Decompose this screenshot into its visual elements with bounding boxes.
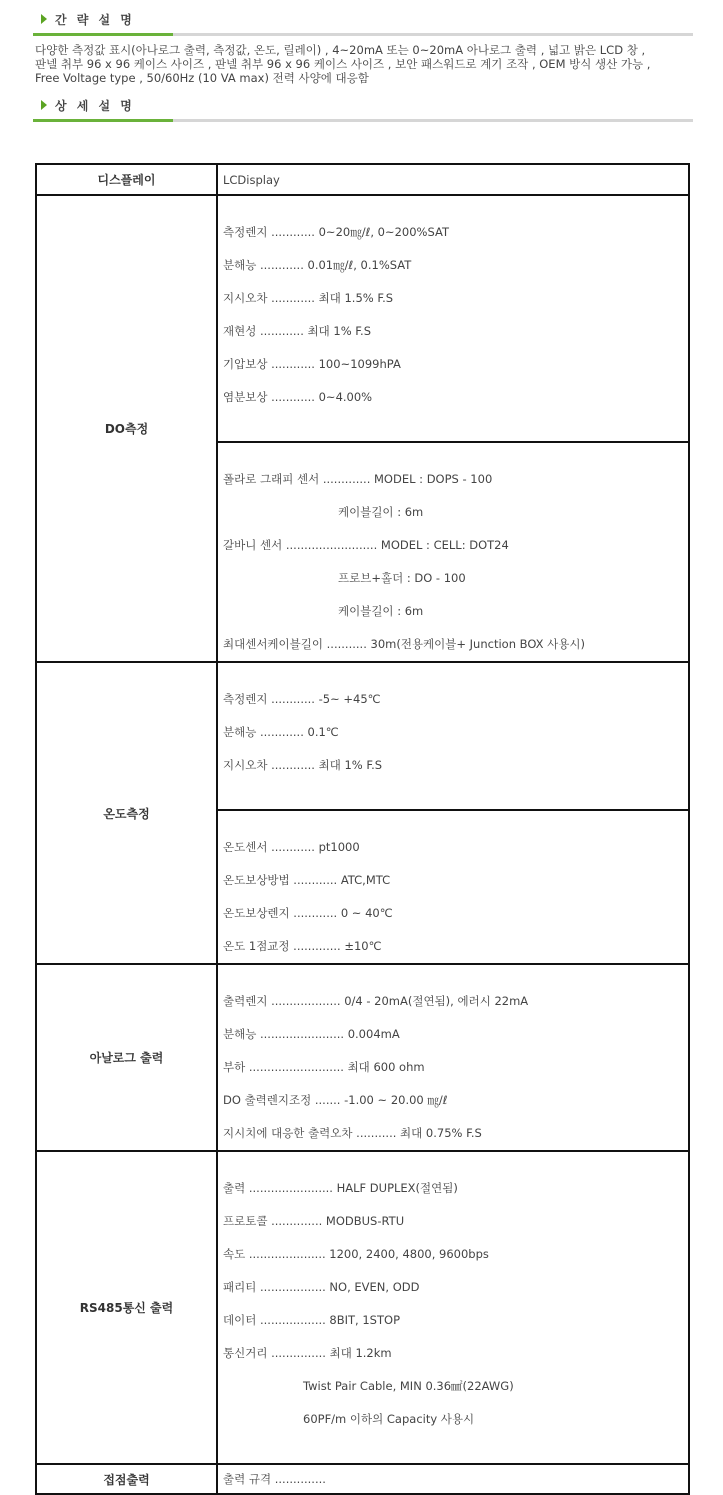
spec-value xyxy=(217,964,689,1151)
spec-label: 접점출력 xyxy=(36,1464,217,1494)
spec-line: 부하 .......................... 최대 600 ohm xyxy=(223,1060,425,1074)
spec-line: 갈바니 센서 ......................... MODEL : CELL: DOT24 xyxy=(223,538,509,552)
spec-label: RS485통신 출력 xyxy=(36,1151,217,1464)
spec-label: 온도측정 xyxy=(36,662,217,964)
spec-line: 온도보상방법 ............ ATC,MTC xyxy=(223,873,391,887)
bullet-arrow-icon xyxy=(41,100,47,110)
spec-line: 재현성 ............ 최대 1% F.S xyxy=(223,324,371,338)
spec-line: 케이블길이 : 6m xyxy=(338,505,424,519)
spec-label: DO측정 xyxy=(36,195,217,662)
spec-line: 케이블길이 : 6m xyxy=(338,604,424,618)
spec-line: 60PF/m 이하의 Capacity 사용시 xyxy=(303,1412,475,1426)
spec-value xyxy=(217,1464,689,1494)
spec-line: 온도센서 ............ pt1000 xyxy=(223,840,360,854)
detail-section-header xyxy=(33,96,693,122)
spec-line: 분해능 ....................... 0.004mA xyxy=(223,1027,400,1041)
header-divider-accent xyxy=(33,119,173,122)
overview-section-header xyxy=(33,10,693,36)
spec-line: 온도 1점교정 ............. ±10℃ xyxy=(223,939,382,953)
detail-title: 상 세 설 명 xyxy=(55,99,135,113)
overview-text xyxy=(35,43,700,85)
spec-line: Twist Pair Cable, MIN 0.36㎟(22AWG) xyxy=(303,1379,514,1393)
spec-line: 패리티 .................. NO, EVEN, ODD xyxy=(223,1280,420,1294)
header-divider-accent xyxy=(33,33,173,36)
spec-line: 기압보상 ............ 100~1099hPA xyxy=(223,357,401,371)
spec-line: 통신거리 ............... 최대 1.2km xyxy=(223,1346,392,1360)
spec-line: 지시치에 대응한 출력오차 ........... 최대 0.75% F.S xyxy=(223,1126,482,1140)
spec-label: 디스플레이 xyxy=(36,164,217,195)
spec-line: 프로브+홀더 : DO - 100 xyxy=(338,571,466,585)
spec-line: 분해능 ............ 0.1℃ xyxy=(223,725,339,739)
spec-value xyxy=(217,164,689,195)
intro-line: Free Voltage type , 50/60Hz (10 VA max) 전력 사양에 대응함 xyxy=(35,71,369,85)
spec-value xyxy=(217,1151,689,1464)
spec-value xyxy=(217,662,689,810)
overview-title: 간 략 설 명 xyxy=(55,13,135,27)
spec-line: 측정렌지 ............ 0~20㎎/ℓ, 0~200%SAT xyxy=(223,225,449,239)
spec-line: 속도 ..................... 1200, 2400, 4800, 9600bps xyxy=(223,1247,489,1261)
display-value: LCDisplay xyxy=(223,172,280,187)
spec-row-do xyxy=(36,195,689,442)
spec-row-contact xyxy=(36,1464,689,1494)
spec-line: 프로토콜 .............. MODBUS-RTU xyxy=(223,1214,405,1228)
spec-line: 측정렌지 ............ -5~ +45℃ xyxy=(223,692,381,706)
spec-value xyxy=(217,442,689,662)
spec-value xyxy=(217,810,689,964)
spec-line: DO 출력렌지조정 ....... -1.00 ~ 20.00 ㎎/ℓ xyxy=(223,1093,448,1107)
spec-value xyxy=(217,195,689,442)
spec-line: 출력렌지 ................... 0/4 - 20mA(절연됨), 에러시 22mA xyxy=(223,994,529,1008)
spec-line: 온도보상렌지 ............ 0 ~ 40℃ xyxy=(223,906,393,920)
spec-line: 데이터 .................. 8BIT, 1STOP xyxy=(223,1313,400,1327)
spec-row-temp xyxy=(36,662,689,810)
spec-line: 지시오차 ............ 최대 1% F.S xyxy=(223,758,383,772)
intro-line: 다양한 측정값 표시(아나로그 출력, 측정값, 온도, 릴레이) , 4~20mA 또는 0~20mA 아나로그 출력 , 넓고 밝은 LCD 창 , xyxy=(35,43,646,57)
spec-line: 분해능 ............ 0.01㎎/ℓ, 0.1%SAT xyxy=(223,258,412,272)
bullet-arrow-icon xyxy=(41,14,47,24)
spec-row-rs485 xyxy=(36,1151,689,1464)
spec-row-display xyxy=(36,164,689,195)
spec-line: 최대센서케이블길이 ........... 30m(전용케이블+ Junction BOX 사용시) xyxy=(223,637,585,651)
spec-line: 출력 ....................... HALF DUPLEX(절연됨) xyxy=(223,1181,458,1195)
contact-value: 출력 규격 .............. xyxy=(223,1472,326,1486)
spec-line: 폴라로 그래피 센서 ............. MODEL : DOPS - 100 xyxy=(223,472,493,486)
spec-line: 염분보상 ............ 0~4.00% xyxy=(223,390,373,404)
spec-label: 아날로그 출력 xyxy=(36,964,217,1151)
spec-table xyxy=(35,163,690,1495)
spec-row-analog xyxy=(36,964,689,1151)
intro-line: 판넬 취부 96 x 96 케이스 사이즈 , 판넬 취부 96 x 96 케이스 사이즈 , 보안 패스워드로 계기 조작 , OEM 방식 생산 가능 , xyxy=(35,57,651,71)
spec-line: 지시오차 ............ 최대 1.5% F.S xyxy=(223,291,394,305)
